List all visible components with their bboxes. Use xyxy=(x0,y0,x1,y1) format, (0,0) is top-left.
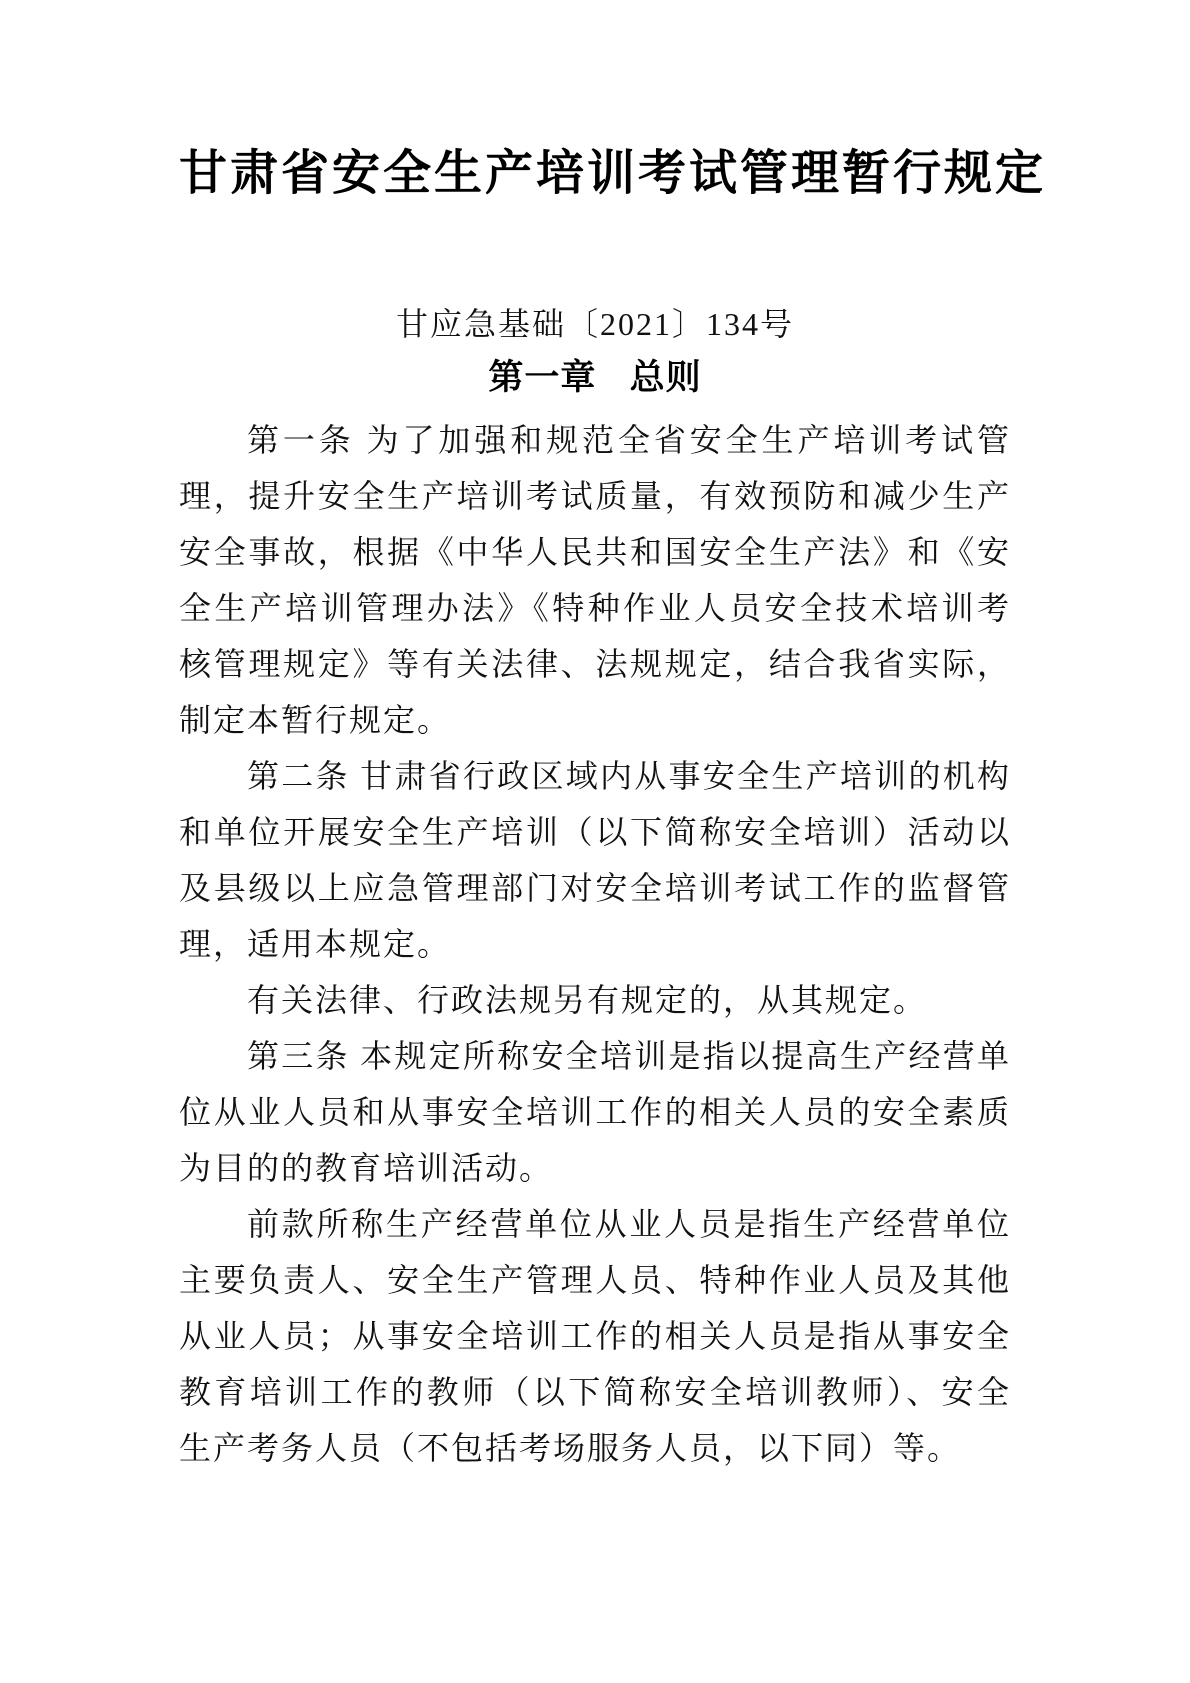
document-body xyxy=(179,412,1011,1476)
chapter-heading xyxy=(179,358,1011,398)
body-paragraph: 第二条 甘肃省行政区域内从事安全生产培训的机构和单位开展安全生产培训（以下简称安全培训）活动以及县级以上应急管理部门对安全培训考试工作的监督管理，适用本规定。 xyxy=(179,758,1011,962)
document-number: 甘应急基础〔2021〕134号 xyxy=(395,306,794,342)
body-paragraph: 前款所称生产经营单位从业人员是指生产经营单位主要负责人、安全生产管理人员、特种作业人员及其他从业人员；从事安全培训工作的相关人员是指从事安全教育培训工作的教师（以下简称安全培训教师）、安全生产考务人员（不包括考场服务人员，以下同）等。 xyxy=(179,1206,1011,1466)
document-content xyxy=(179,145,1047,1476)
chapter-label: 第一章 xyxy=(488,358,597,397)
body-paragraph: 第一条 为了加强和规范全省安全生产培训考试管理，提升安全生产培训考试质量，有效预防和减少生产安全事故，根据《中华人民共和国安全生产法》和《安全生产培训管理办法》《特种作业人员安全技术培训考核管理规定》等有关法律、法规规定，结合我省实际，制定本暂行规定。 xyxy=(179,422,1011,738)
body-paragraph: 有关法律、行政法规另有规定的，从其规定。 xyxy=(247,982,928,1018)
document-title: 甘肃省安全生产培训考试管理暂行规定 xyxy=(179,147,1047,200)
chapter-name: 总则 xyxy=(629,358,702,397)
body-paragraph: 第三条 本规定所称安全培训是指以提高生产经营单位从业人员和从事安全培训工作的相关人员的安全素质为目的的教育培训活动。 xyxy=(179,1038,1011,1186)
